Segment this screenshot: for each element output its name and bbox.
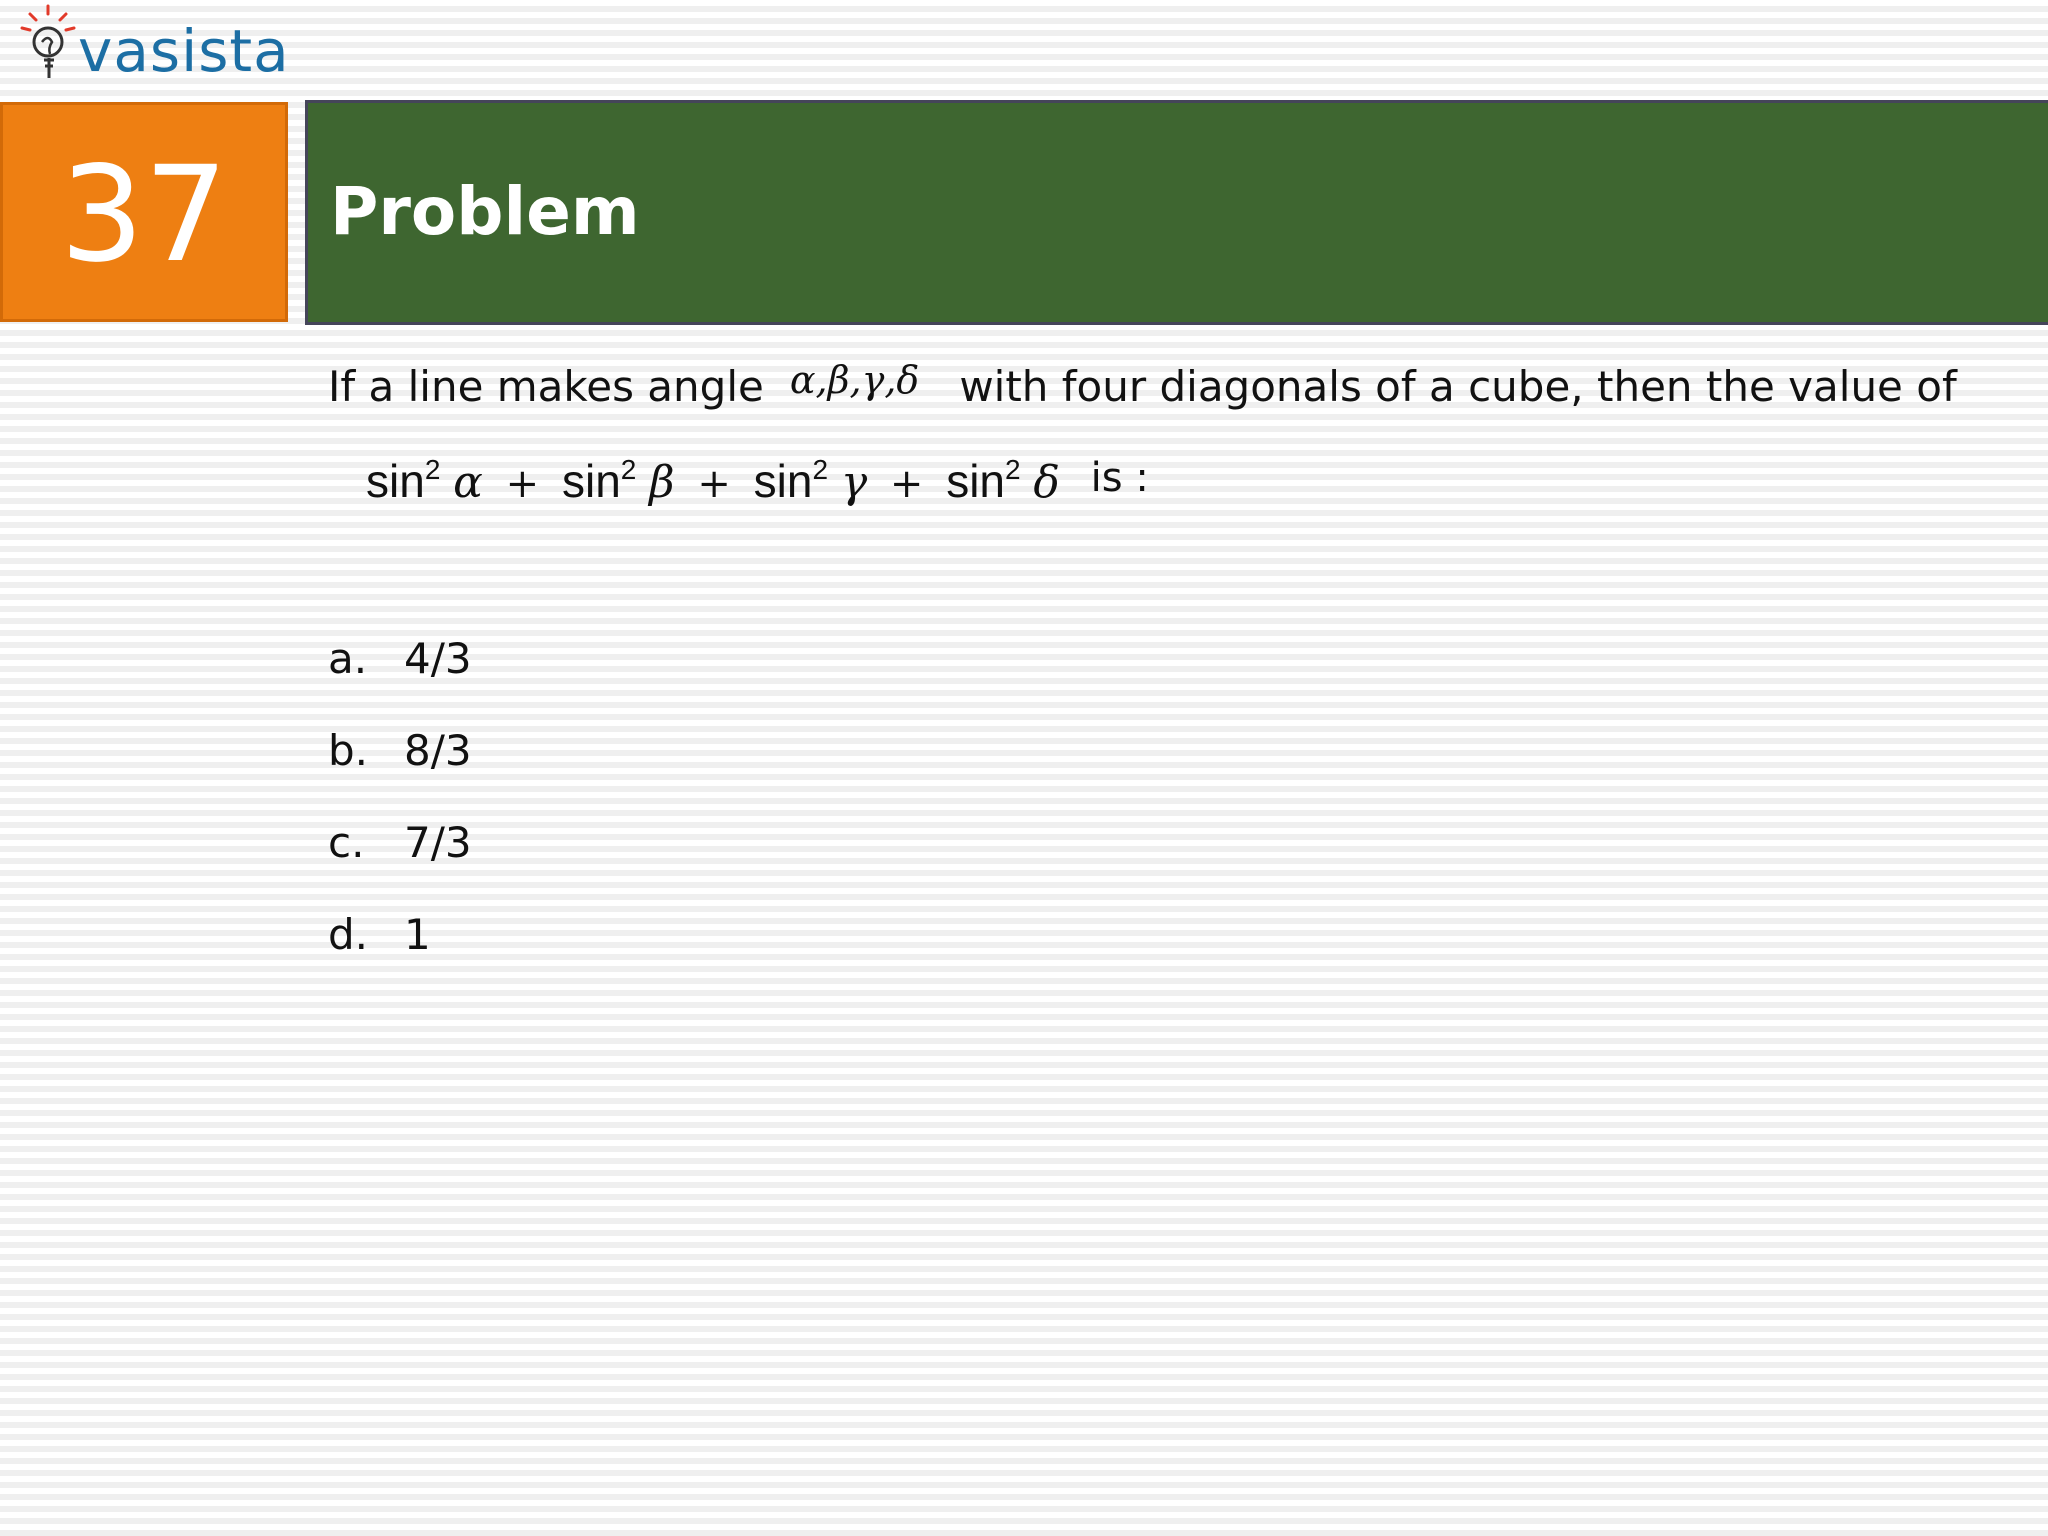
option-letter: c.	[328, 818, 365, 867]
var-delta: δ	[1033, 457, 1060, 508]
bulb-icon	[18, 2, 78, 92]
slide-number: 37	[60, 138, 228, 292]
var-alpha: α	[453, 457, 483, 508]
logo-text: vasista	[78, 17, 290, 85]
option-value: 8/3	[404, 726, 472, 775]
power-1: 2	[424, 454, 441, 485]
var-beta: β	[649, 457, 675, 508]
sin-fn-3: sin	[753, 455, 813, 507]
plus-3: +	[889, 461, 924, 507]
plus-2: +	[697, 461, 731, 507]
option-value: 4/3	[404, 634, 472, 683]
sin-fn-4: sin	[946, 455, 1006, 507]
sin-fn-2: sin	[561, 455, 621, 507]
option-value: 7/3	[404, 818, 472, 867]
option-letter: d.	[328, 910, 369, 959]
question-text	[328, 358, 2028, 412]
option-letter: a.	[328, 634, 368, 683]
slide-number-box	[0, 102, 288, 322]
plus-1: +	[505, 461, 540, 507]
sin-fn-1: sin	[366, 455, 425, 507]
var-gamma: γ	[840, 457, 868, 508]
option-value: 1	[404, 910, 431, 959]
power-3: 2	[812, 454, 829, 485]
answer-options	[328, 634, 472, 1002]
power-2: 2	[620, 454, 637, 485]
power-4: 2	[1005, 454, 1021, 485]
option-d[interactable]	[328, 910, 472, 1002]
question-lead: If a line makes angle	[328, 362, 764, 411]
title-bar	[305, 100, 2048, 325]
math-expression	[366, 454, 1149, 508]
angle-symbols: α,β,γ,δ	[789, 358, 920, 402]
slide-title: Problem	[330, 173, 640, 250]
vasista-logo	[18, 2, 288, 98]
option-a[interactable]	[328, 634, 472, 726]
option-b[interactable]	[328, 726, 472, 818]
option-c[interactable]	[328, 818, 472, 910]
option-letter: b.	[328, 726, 369, 775]
question-line-1	[328, 358, 2028, 412]
expression-tail: is :	[1090, 455, 1149, 501]
question-rest: with four diagonals of a cube, then the value of	[959, 362, 1957, 411]
